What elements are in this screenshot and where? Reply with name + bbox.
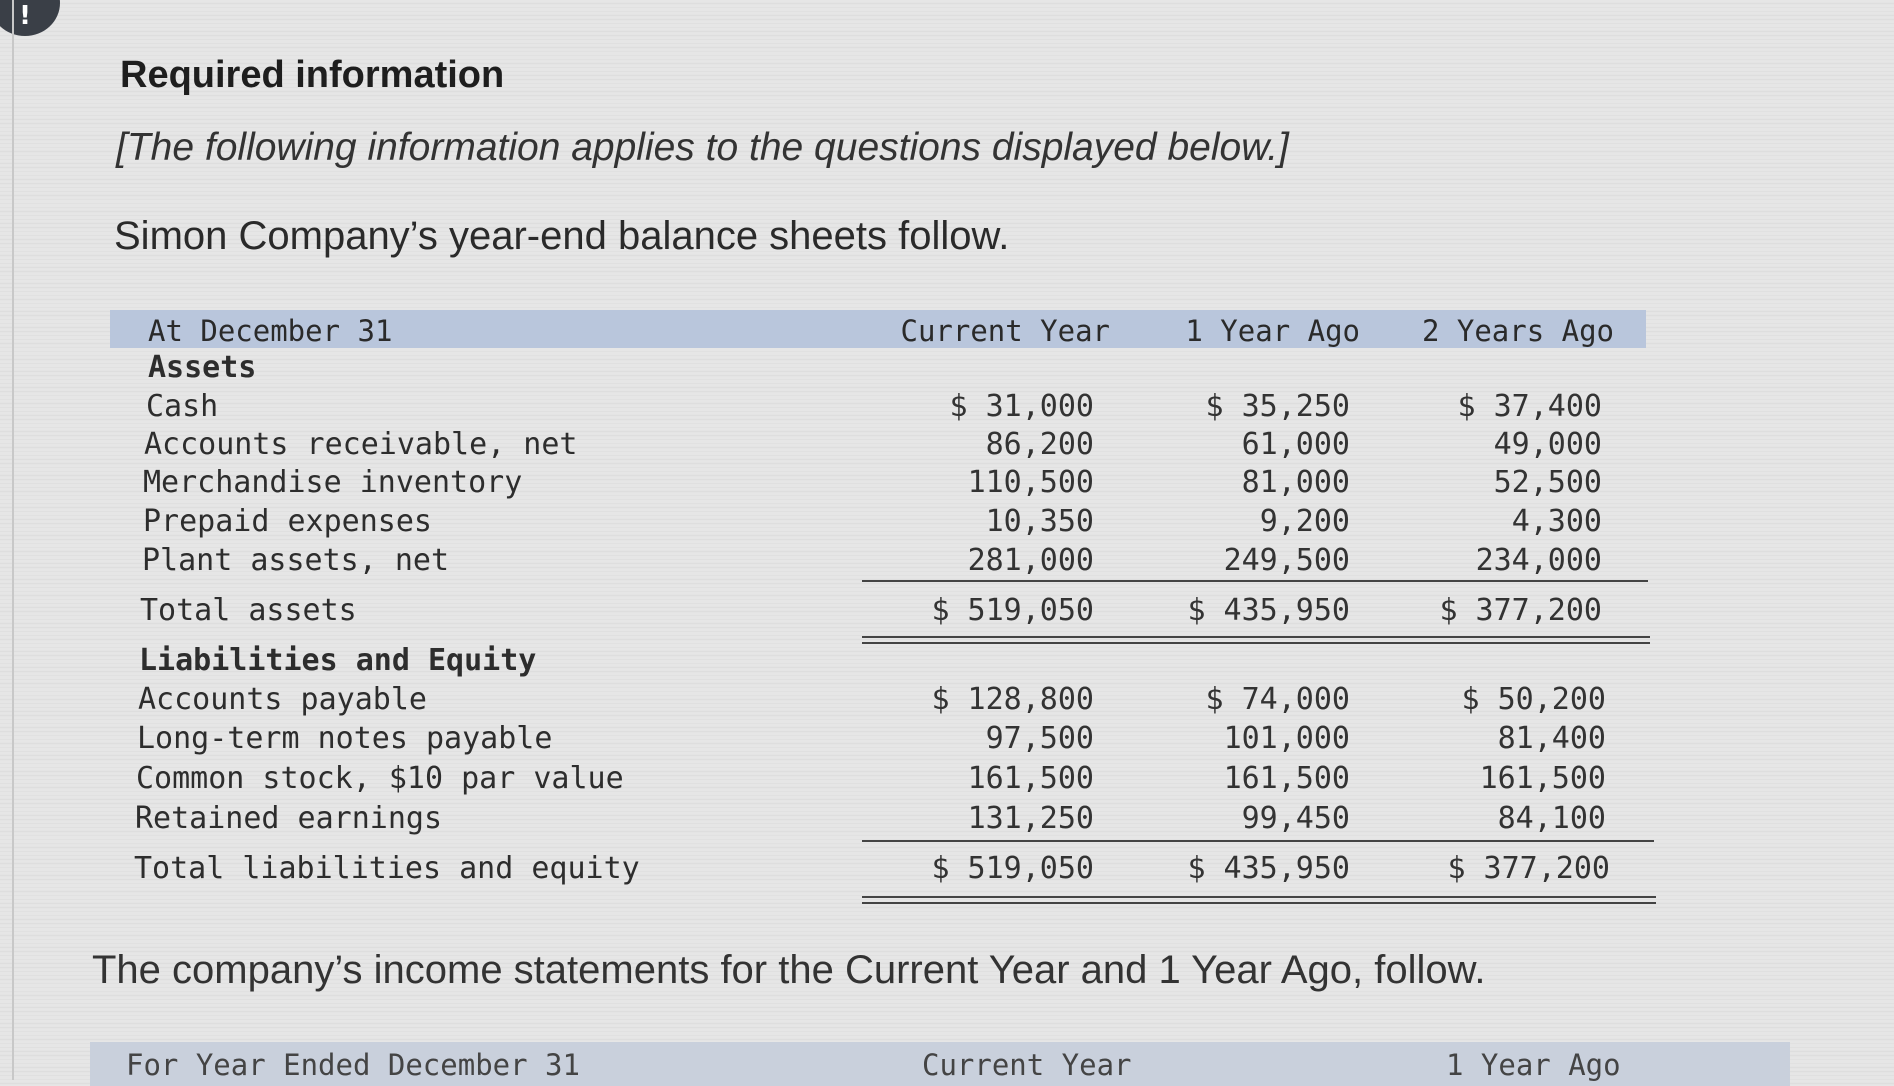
row-value: 97,500 [985, 721, 1094, 756]
info-note: [The following information applies to the questions displayed below.] [116, 126, 1289, 169]
row-value: 101,000 [1223, 721, 1350, 756]
table-row [110, 543, 1650, 581]
subtotal-rule [862, 580, 1648, 582]
row-value: 9,200 [1259, 504, 1350, 539]
table-row [110, 504, 1650, 542]
balance-sheet-intro: Simon Company’s year-end balance sheets follow. [114, 214, 1010, 258]
row-value: $ 35,250 [1205, 389, 1350, 424]
row-label: Common stock, $10 par value [136, 761, 624, 796]
row-value: $ 50,200 [1461, 682, 1606, 717]
table-row [110, 801, 1650, 839]
income-statement-intro: The company’s income statements for the Current Year and 1 Year Ago, follow. [92, 948, 1486, 992]
table-row [110, 682, 1650, 720]
row-value: 86,200 [985, 427, 1094, 462]
balance-sheet-header [110, 310, 1646, 348]
total-assets-row [110, 593, 1650, 631]
row-value: 99,450 [1241, 801, 1350, 836]
row-value: 61,000 [1241, 427, 1350, 462]
row-value: $ 519,050 [931, 593, 1094, 628]
row-value: 161,500 [1223, 761, 1350, 796]
assets-heading-row [110, 350, 1650, 388]
subtotal-rule [862, 840, 1654, 842]
row-value: 131,250 [967, 801, 1094, 836]
table-row [110, 465, 1650, 503]
row-value: 161,500 [967, 761, 1094, 796]
row-value: 281,000 [967, 543, 1094, 578]
header-label: For Year Ended December 31 [126, 1048, 580, 1082]
row-value: $ 128,800 [931, 682, 1094, 717]
row-label: Accounts payable [138, 682, 427, 717]
liabilities-heading: Liabilities and Equity [139, 643, 537, 678]
table-row [110, 761, 1650, 799]
row-value: $ 37,400 [1457, 389, 1602, 424]
row-value: $ 435,950 [1187, 851, 1350, 886]
income-statement-header [90, 1042, 1790, 1086]
column-header-2-years-ago: 2 Years Ago [1421, 314, 1614, 348]
row-label: Plant assets, net [142, 543, 450, 578]
row-value: $ 31,000 [949, 389, 1094, 424]
row-value: 81,000 [1241, 465, 1350, 500]
row-value: $ 74,000 [1205, 682, 1350, 717]
row-value: $ 519,050 [931, 851, 1094, 886]
row-label: Merchandise inventory [143, 465, 523, 500]
column-header-1-year-ago: 1 Year Ago [1185, 314, 1360, 348]
total-double-rule-bottom [862, 902, 1656, 904]
column-header-1-year-ago: 1 Year Ago [1446, 1048, 1621, 1082]
column-header-current-year: Current Year [900, 314, 1110, 348]
row-label: Total assets [140, 593, 357, 628]
total-liabilities-row [110, 851, 1650, 889]
row-value: 52,500 [1493, 465, 1602, 500]
row-value: 161,500 [1479, 761, 1606, 796]
page-title: Required information [120, 54, 505, 96]
row-label: Cash [146, 389, 219, 424]
row-value: 10,350 [985, 504, 1094, 539]
liabilities-heading-row [110, 643, 1650, 681]
table-row [110, 721, 1650, 759]
row-value: 249,500 [1223, 543, 1350, 578]
row-value: 49,000 [1493, 427, 1602, 462]
row-value: 234,000 [1475, 543, 1602, 578]
table-row [110, 427, 1650, 465]
row-value: $ 435,950 [1187, 593, 1350, 628]
header-label: At December 31 [148, 314, 393, 348]
row-label: Prepaid expenses [143, 504, 432, 539]
row-value: 84,100 [1497, 801, 1606, 836]
total-double-rule-top [862, 636, 1650, 638]
alert-icon: ! [0, 0, 60, 36]
row-label: Total liabilities and equity [134, 851, 640, 886]
row-value: 4,300 [1511, 504, 1602, 539]
row-value: 110,500 [967, 465, 1094, 500]
row-label: Retained earnings [135, 801, 443, 836]
column-header-current-year: Current Year [922, 1048, 1132, 1082]
panel-border [12, 0, 14, 1080]
row-value: $ 377,200 [1439, 593, 1602, 628]
total-double-rule-top [862, 896, 1656, 898]
row-value: $ 377,200 [1447, 851, 1610, 886]
row-label: Long-term notes payable [137, 721, 553, 756]
row-value: 81,400 [1497, 721, 1606, 756]
assets-heading: Assets [148, 350, 257, 385]
row-label: Accounts receivable, net [144, 427, 578, 462]
table-row [110, 389, 1650, 427]
